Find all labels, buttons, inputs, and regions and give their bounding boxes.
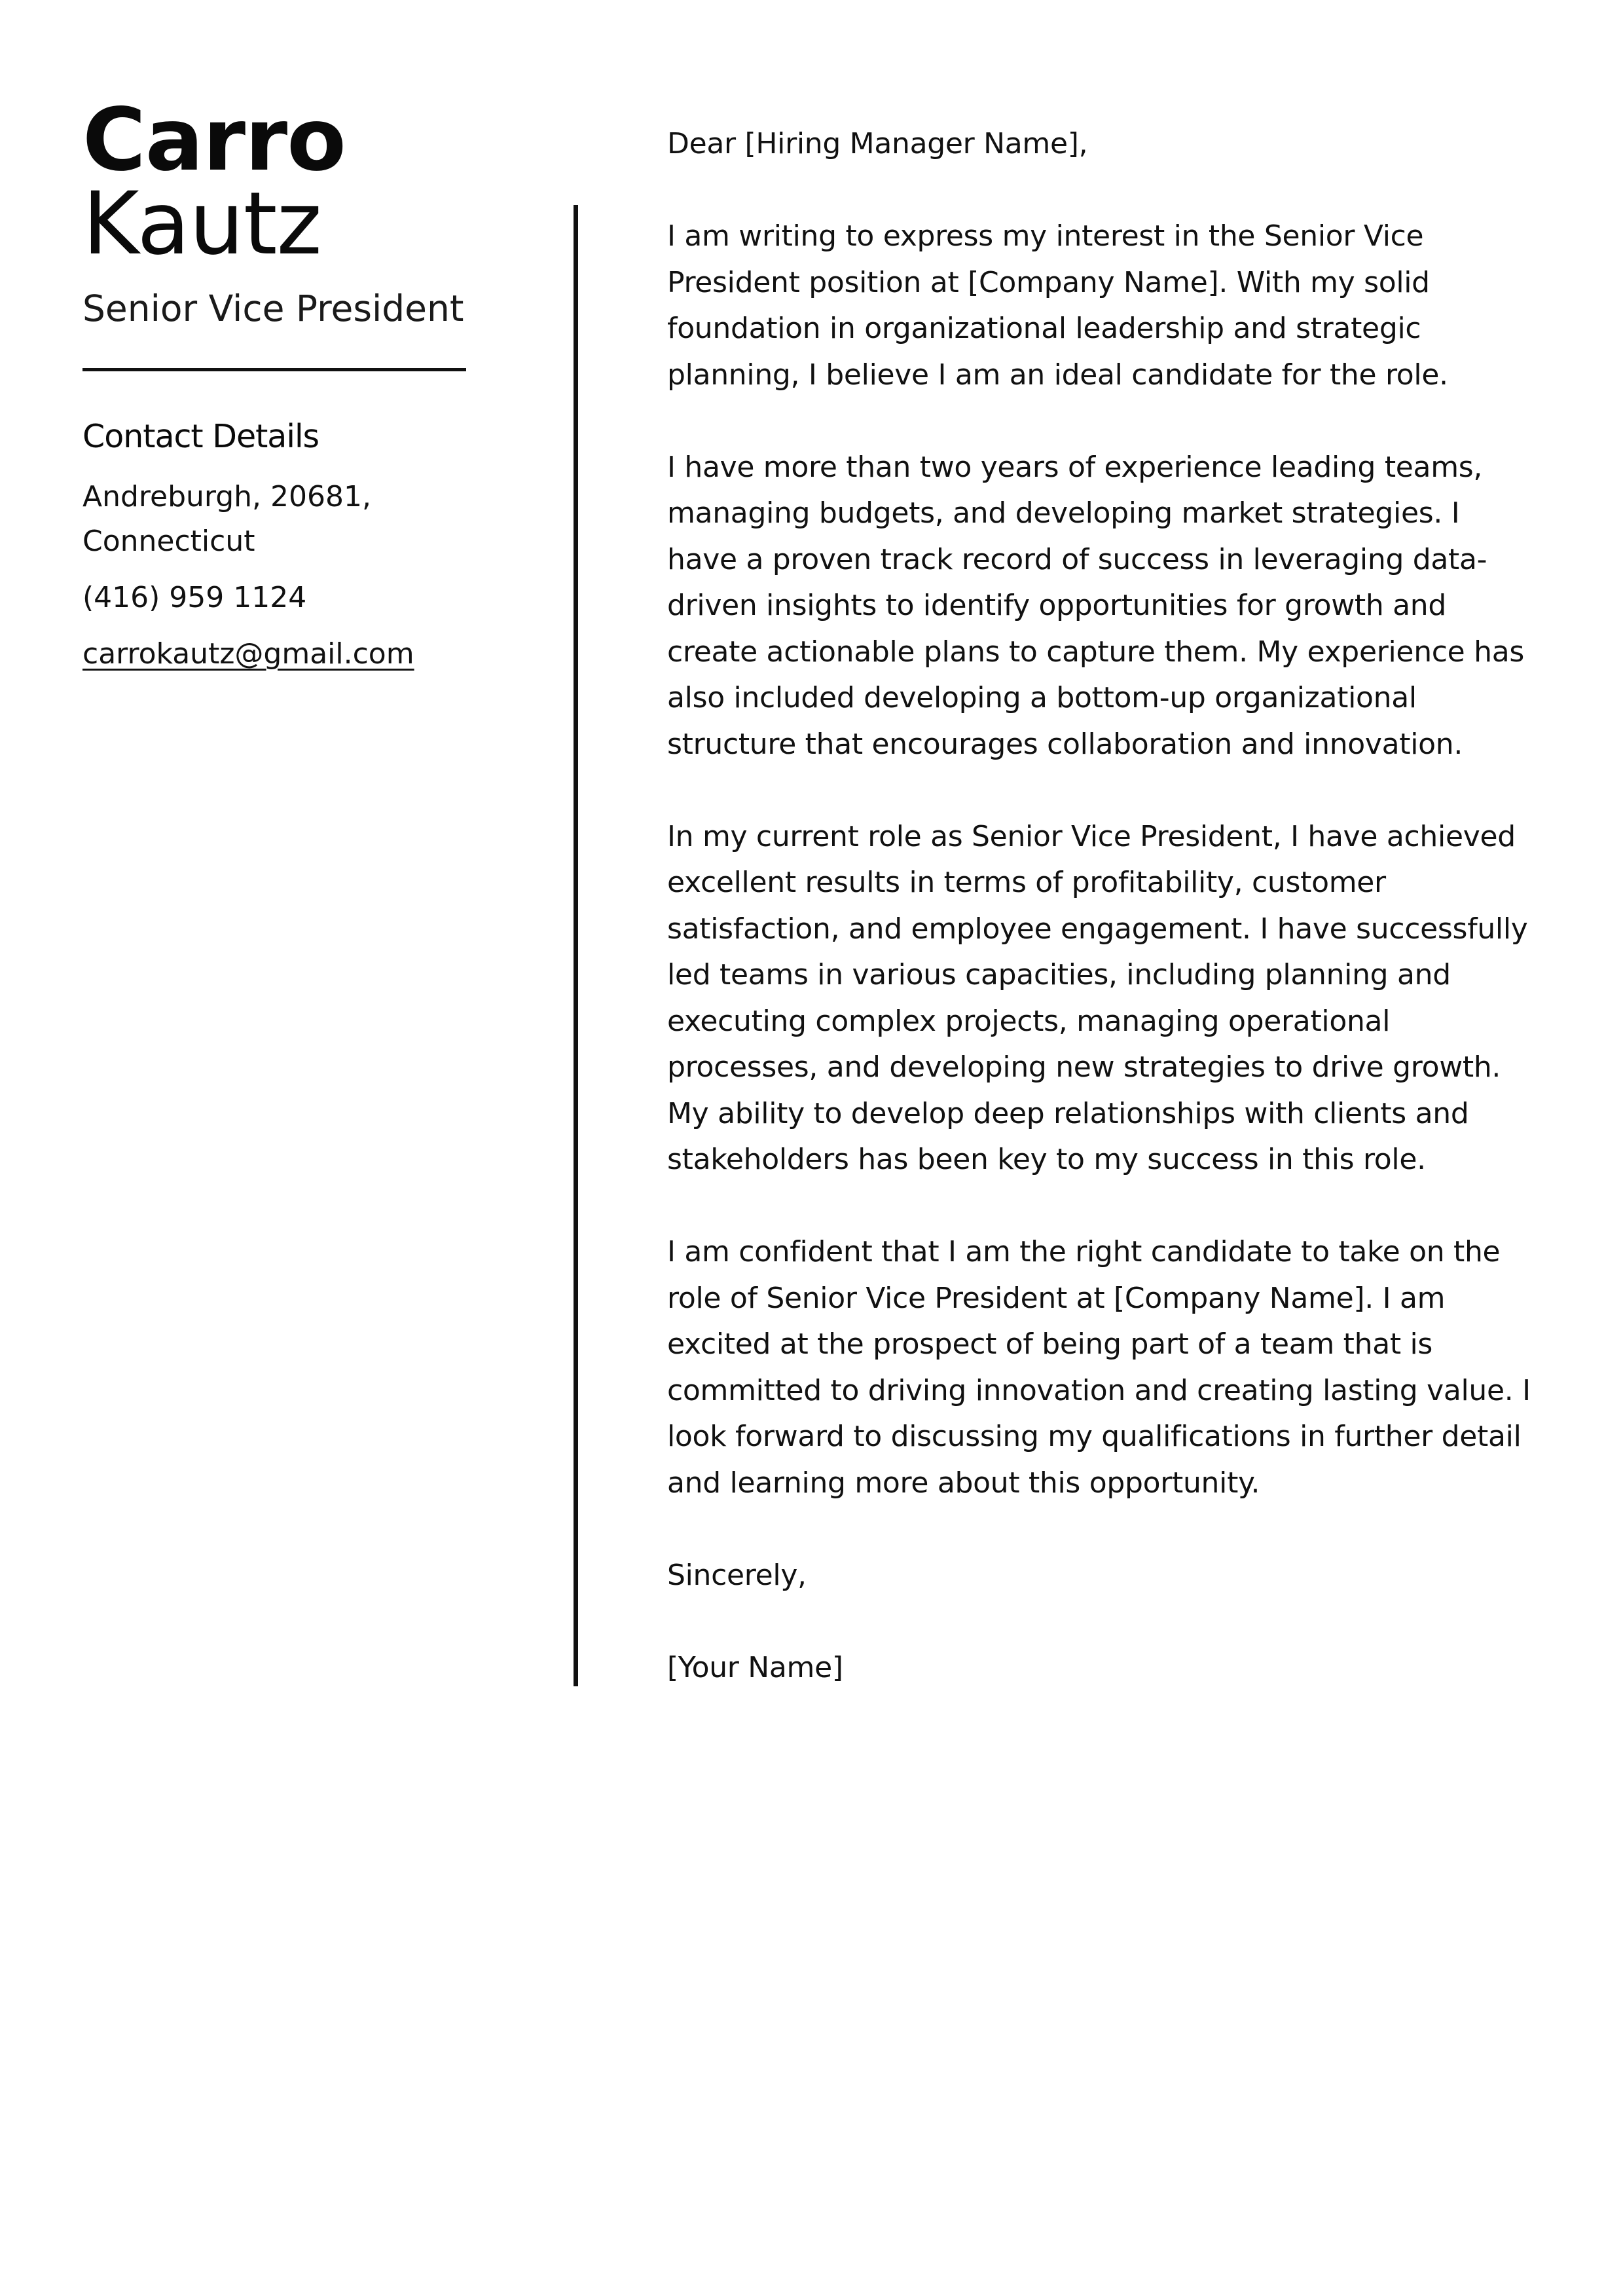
contact-email-link[interactable]: carrokautz@gmail.com [82,637,414,671]
contact-address: Andreburgh, 20681, Connecticut [82,480,371,558]
job-title: Senior Vice President [82,287,464,329]
letter-greeting: Dear [Hiring Manager Name], [667,127,1088,160]
contact-list [82,475,469,676]
letter-paragraph: I have more than two years of experience leading teams, managing budgets, and developing market strategies. I have a proven track record of success in leveraging data-driven insights to identify opportunities for growth and create actionable plans to capture them. My experience has also included developing a bottom-up organizational structure that encourages collaboration and innovation. [667,450,1525,761]
title-divider [82,368,466,371]
letter-signature: [Your Name] [667,1650,843,1684]
contact-heading: Contact Details [82,418,319,455]
contact-phone: (416) 959 1124 [82,581,307,614]
letter-body [667,121,1531,1691]
letter-paragraph: I am confident that I am the right candidate to take on the role of Senior Vice President at [Company Name]. I am excited at the prospect of being part of a team that is committed to driving innovation and creating lasting value. I look forward to discussing my qualifications in further detail and learning more about this opportunity. [667,1235,1531,1500]
vertical-divider [574,205,578,1686]
letter-paragraph: In my current role as Senior Vice President, I have achieved excellent results in terms of profitability, customer satisfaction, and employee engagement. I have successfully led teams in various capacities, including planning and executing complex projects, managing operational processes, and developing new strategies to drive growth. My ability to develop deep relationships with clients and stakeholders has been key to my success in this role. [667,819,1528,1176]
letter-paragraph: I am writing to express my interest in the Senior Vice President position at [Company Name]. With my solid foundation in organizational leadership and strategic planning, I believe I am an ideal candidate for the role. [667,219,1448,392]
last-name: Kautz [82,174,321,274]
first-name: Carro [82,90,346,191]
sidebar [82,90,469,688]
letter-closing: Sincerely, [667,1558,807,1592]
